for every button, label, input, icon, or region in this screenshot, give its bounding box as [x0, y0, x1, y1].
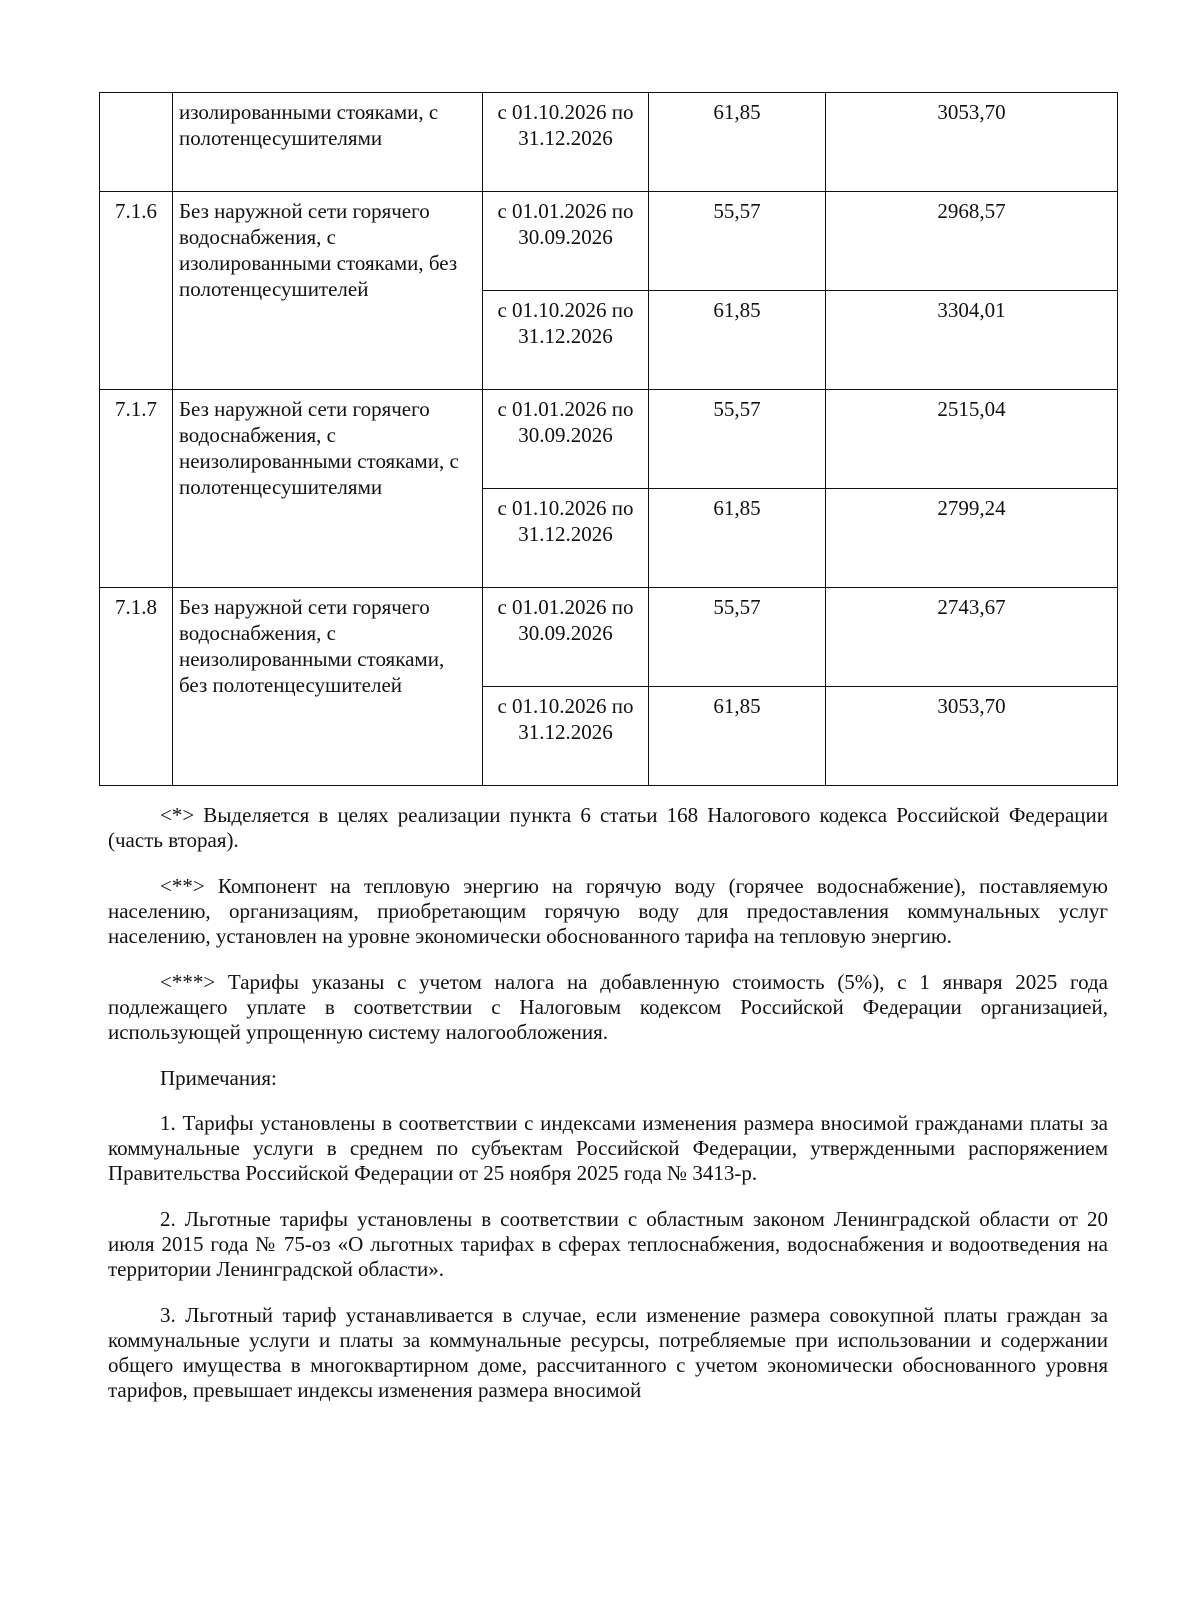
table-row: [100, 192, 1118, 291]
footnote-3: <***> Тарифы указаны с учетом налога на добавленную стоимость (5%), с 1 января 2025 года подлежащего уплате в соответствии с Налоговым кодексом Российской Федерации организацией, использующей упрощенную систему налогообложения.: [108, 970, 1108, 1044]
rate-cell: 61,85: [649, 687, 826, 786]
rate-cell: 55,57: [649, 588, 826, 687]
row-number-cell: 7.1.6: [100, 192, 173, 390]
tariff-cell: 3304,01: [826, 291, 1118, 390]
description-cell: Без наружной сети горячего водоснабжения, с неизолированными стояками, без полотенцесушителей: [173, 588, 483, 786]
period-cell: с 01.01.2026 по 30.09.2026: [483, 390, 649, 489]
row-number-cell: [100, 93, 173, 192]
period-cell: с 01.10.2026 по 31.12.2026: [483, 291, 649, 390]
rate-cell: 55,57: [649, 192, 826, 291]
tariff-cell: 3053,70: [826, 93, 1118, 192]
period-cell: с 01.10.2026 по 31.12.2026: [483, 489, 649, 588]
period-cell: с 01.01.2026 по 30.09.2026: [483, 588, 649, 687]
tariff-cell: 2743,67: [826, 588, 1118, 687]
rate-cell: 61,85: [649, 93, 826, 192]
remark-2: 2. Льготные тарифы установлены в соответствии с областным законом Ленинградской области от 20 июля 2015 года № 75-оз «О льготных тарифах в сферах теплоснабжения, водоснабжения и водоотведения на территории Ленинградской области».: [108, 1207, 1108, 1281]
table-row: [100, 390, 1118, 489]
tariff-cell: 2799,24: [826, 489, 1118, 588]
table-row: [100, 588, 1118, 687]
tariff-cell: 2515,04: [826, 390, 1118, 489]
table-row: [100, 93, 1118, 192]
rate-cell: 55,57: [649, 390, 826, 489]
remark-1: 1. Тарифы установлены в соответствии с индексами изменения размера вносимой гражданами платы за коммунальные услуги в среднем по субъектам Российской Федерации, утвержденными распоряжением Правительства Российской Федерации от 25 ноября 2025 года № 3413-р.: [108, 1111, 1108, 1185]
tariff-cell: 3053,70: [826, 687, 1118, 786]
period-cell: с 01.01.2026 по 30.09.2026: [483, 192, 649, 291]
notes-section: [108, 803, 1108, 1424]
footnote-1: <*> Выделяется в целях реализации пункта 6 статьи 168 Налогового кодекса Российской Федерации (часть вторая).: [108, 803, 1108, 852]
footnote-2: <**> Компонент на тепловую энергию на горячую воду (горячее водоснабжение), поставляемую населению, организациям, приобретающим горячую воду для предоставления коммунальных услуг населению, установлен на уровне экономически обоснованного тарифа на тепловую энергию.: [108, 874, 1108, 948]
tariff-table: [99, 92, 1118, 786]
remark-3: 3. Льготный тариф устанавливается в случае, если изменение размера совокупной платы граждан за коммунальные услуги и платы за коммунальные ресурсы, потребляемые при использовании и содержании общего имущества в многоквартирном доме, рассчитанного с учетом экономически обоснованного уровня тарифов, превышает индексы изменения размера вносимой: [108, 1303, 1108, 1402]
period-cell: с 01.10.2026 по 31.12.2026: [483, 687, 649, 786]
period-cell: с 01.10.2026 по 31.12.2026: [483, 93, 649, 192]
tariff-cell: 2968,57: [826, 192, 1118, 291]
row-number-cell: 7.1.8: [100, 588, 173, 786]
rate-cell: 61,85: [649, 489, 826, 588]
remarks-heading: Примечания:: [160, 1066, 277, 1090]
description-cell: Без наружной сети горячего водоснабжения, с неизолированными стояками, с полотенцесушителями: [173, 390, 483, 588]
description-cell: Без наружной сети горячего водоснабжения, с изолированными стояками, без полотенцесушителей: [173, 192, 483, 390]
rate-cell: 61,85: [649, 291, 826, 390]
row-number-cell: 7.1.7: [100, 390, 173, 588]
description-cell: изолированными стояками, с полотенцесушителями: [173, 93, 483, 192]
